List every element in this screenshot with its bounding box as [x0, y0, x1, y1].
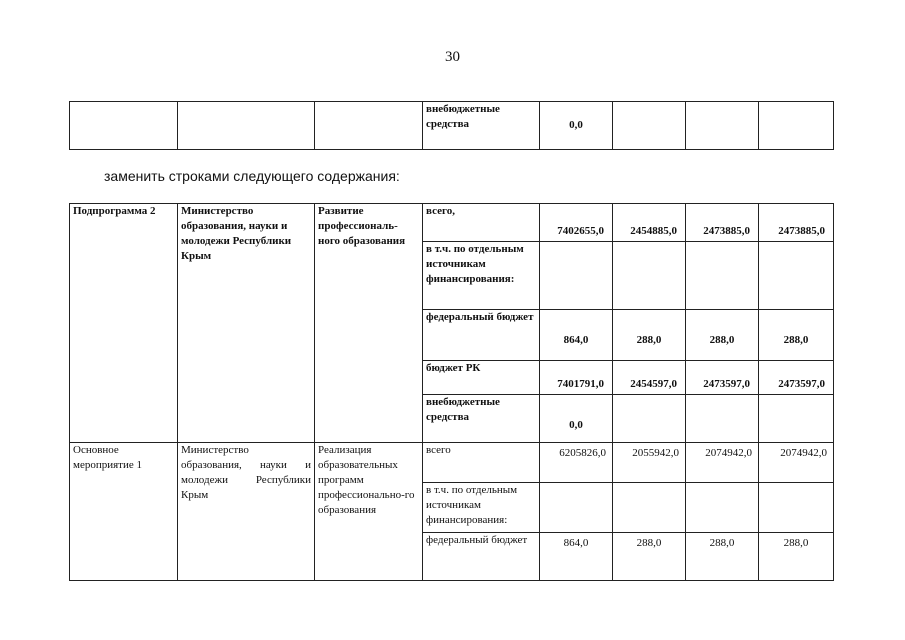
source-cell: всего — [423, 443, 540, 483]
empty-cell — [686, 102, 759, 150]
empty-cell — [759, 395, 834, 443]
empty-cell — [686, 242, 759, 310]
event-title-cell: Реализация образовательных программ профессионально-го образования — [315, 443, 423, 581]
empty-cell — [540, 242, 613, 310]
empty-cell — [686, 395, 759, 443]
empty-cell — [178, 102, 315, 150]
value-cell: 288,0 — [613, 310, 686, 361]
value-cell: 2473597,0 — [686, 361, 759, 395]
empty-cell — [759, 483, 834, 533]
executor-cell: Министерство образования, науки и молодежи Республики Крым — [178, 443, 315, 581]
value-cell: 2074942,0 — [759, 443, 834, 483]
subprogram-name-cell: Подпрограмма 2 — [70, 204, 178, 443]
value-cell: 7402655,0 — [540, 204, 613, 242]
source-cell: федеральный бюджет — [423, 310, 540, 361]
event-name-cell: Основное мероприятие 1 — [70, 443, 178, 581]
value-cell: 2473597,0 — [759, 361, 834, 395]
source-cell: в т.ч. по отдельным источникам финансирования: — [423, 242, 540, 310]
source-cell: внебюджетные средства — [423, 102, 540, 150]
empty-cell — [613, 102, 686, 150]
source-cell: бюджет РК — [423, 361, 540, 395]
value-cell: 6205826,0 — [540, 443, 613, 483]
empty-cell — [315, 102, 423, 150]
value-cell: 2473885,0 — [686, 204, 759, 242]
subprogram-title-cell: Развитие профессиональ-ного образования — [315, 204, 423, 443]
value-cell: 2055942,0 — [613, 443, 686, 483]
value-cell: 288,0 — [686, 310, 759, 361]
value-cell: 288,0 — [759, 310, 834, 361]
empty-cell — [759, 242, 834, 310]
previous-table-fragment — [69, 101, 834, 150]
intro-text: заменить строками следующего содержания: — [104, 168, 400, 184]
value-cell: 2074942,0 — [686, 443, 759, 483]
value-cell: 2473885,0 — [759, 204, 834, 242]
table-row — [70, 443, 834, 483]
replacement-table — [69, 203, 834, 581]
value-cell: 864,0 — [540, 533, 613, 581]
empty-cell — [613, 395, 686, 443]
source-cell: внебюджетные средства — [423, 395, 540, 443]
table-row — [70, 204, 834, 242]
empty-cell — [540, 483, 613, 533]
value-cell: 288,0 — [759, 533, 834, 581]
executor-cell: Министерство образования, науки и молодежи Республики Крым — [178, 204, 315, 443]
value-cell: 7401791,0 — [540, 361, 613, 395]
value-cell: 2454597,0 — [613, 361, 686, 395]
empty-cell — [613, 242, 686, 310]
page-number: 30 — [445, 49, 460, 65]
source-cell: в т.ч. по отдельным источникам финансирования: — [423, 483, 540, 533]
empty-cell — [70, 102, 178, 150]
empty-cell — [759, 102, 834, 150]
value-cell: 0,0 — [540, 395, 613, 443]
value-cell: 288,0 — [686, 533, 759, 581]
value-cell: 2454885,0 — [613, 204, 686, 242]
value-cell: 288,0 — [613, 533, 686, 581]
value-cell: 0,0 — [540, 102, 613, 150]
empty-cell — [613, 483, 686, 533]
source-cell: всего, — [423, 204, 540, 242]
value-cell: 864,0 — [540, 310, 613, 361]
empty-cell — [686, 483, 759, 533]
source-cell: федеральный бюджет — [423, 533, 540, 581]
